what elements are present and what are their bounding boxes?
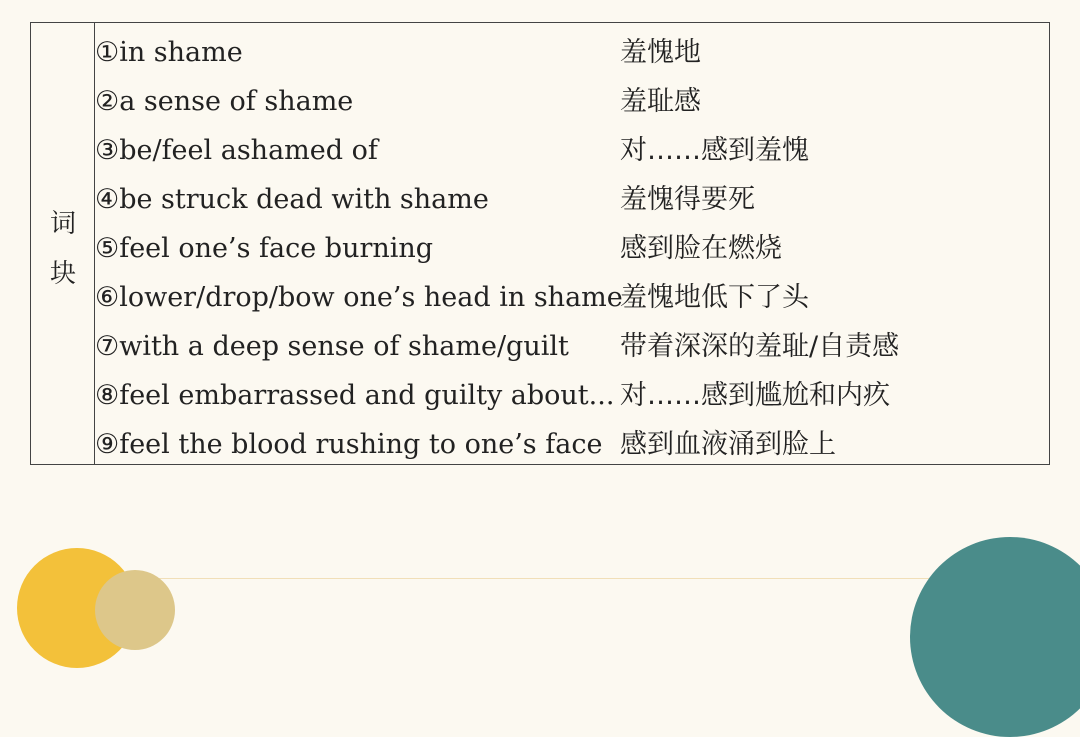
section-label-char-1: 词 <box>49 209 76 239</box>
phrase-row <box>95 420 1050 469</box>
chinese-meaning: 感到脸在燃烧 <box>620 233 782 264</box>
decorative-line-bottom <box>140 578 940 579</box>
chinese-meaning: 羞愧地 <box>620 37 701 68</box>
english-phrase: ②a sense of shame <box>95 86 354 117</box>
phrase-row <box>95 126 1050 175</box>
section-label-char-2: 块 <box>49 259 76 289</box>
vocabulary-table <box>30 22 1050 465</box>
decorative-circle-tan <box>95 570 175 650</box>
phrase-row <box>95 28 1050 77</box>
english-phrase: ①in shame <box>95 37 243 68</box>
chinese-meaning: 羞耻感 <box>620 86 701 117</box>
chinese-meaning: 对……感到尴尬和内疚 <box>620 380 890 411</box>
phrase-row <box>95 77 1050 126</box>
phrase-row <box>95 224 1050 273</box>
chinese-meaning: 羞愧地低下了头 <box>620 282 809 313</box>
english-phrase: ⑦with a deep sense of shame/guilt <box>95 331 569 362</box>
phrase-row <box>95 175 1050 224</box>
english-phrase: ⑥lower/drop/bow one’s head in shame <box>95 282 623 313</box>
section-label-cell <box>31 23 95 464</box>
chinese-meaning: 对……感到羞愧 <box>620 135 809 166</box>
english-phrase: ⑨feel the blood rushing to one’s face <box>95 429 603 460</box>
english-phrase: ③be/feel ashamed of <box>95 135 378 166</box>
phrase-row <box>95 322 1050 371</box>
chinese-meaning: 羞愧得要死 <box>620 184 755 215</box>
phrase-row <box>95 273 1050 322</box>
english-phrase: ⑤feel one’s face burning <box>95 233 434 264</box>
phrase-row <box>95 371 1050 420</box>
decorative-circle-teal <box>910 537 1080 737</box>
chinese-meaning: 带着深深的羞耻/自责感 <box>620 331 900 362</box>
english-phrase: ④be struck dead with shame <box>95 184 489 215</box>
chinese-meaning: 感到血液涌到脸上 <box>620 429 836 460</box>
english-phrase: ⑧feel embarrassed and guilty about... <box>95 380 615 411</box>
